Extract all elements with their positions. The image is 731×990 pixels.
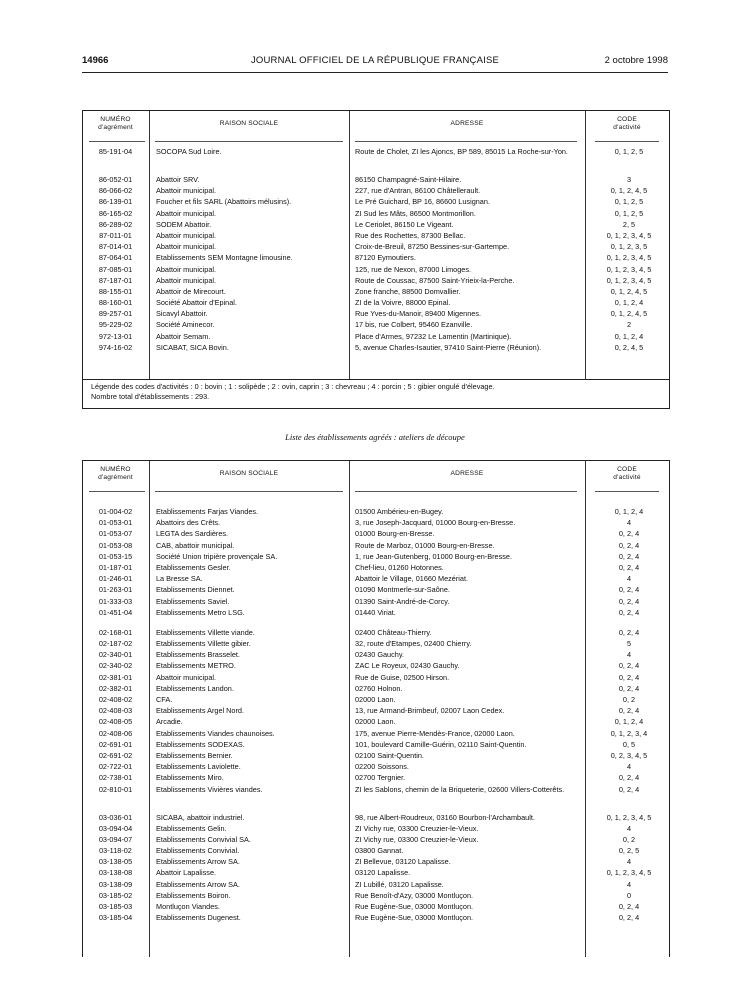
- slaughterhouse-table: [82, 110, 670, 409]
- table-row: [83, 517, 669, 528]
- activity-codes: 0, 2, 4: [618, 529, 640, 539]
- table-row: [83, 573, 669, 584]
- header-rule: [355, 491, 577, 492]
- company-name: Foucher et fils SARL (Abattoirs mélusins).: [156, 197, 292, 207]
- header-rule: [595, 141, 659, 142]
- agrement-number: 972-13-01: [98, 331, 133, 341]
- table-row: [83, 694, 669, 705]
- header-rule: [89, 141, 145, 142]
- company-name: Etablissements Metro LSG.: [156, 607, 245, 617]
- agrement-number: 01-053-01: [98, 518, 133, 528]
- activity-codes: 0, 1, 2, 3, 5: [610, 242, 648, 252]
- activity-codes: 0, 2, 4: [618, 672, 640, 682]
- agrement-number: 85-191-04: [98, 147, 133, 156]
- header-rule: [355, 141, 577, 142]
- table-row: [83, 252, 669, 263]
- table-row: [83, 856, 669, 867]
- address: 01090 Montmerle-sur-Saône.: [355, 585, 450, 595]
- company-name: Etablissements Diennet.: [156, 585, 235, 595]
- agrement-number: 03-185-02: [98, 890, 133, 900]
- agrement-number: 02-408-05: [98, 717, 133, 727]
- table-row: [83, 174, 669, 185]
- table-row: [83, 823, 669, 834]
- company-name: LEGTA des Sardières.: [156, 529, 229, 539]
- address: 01500 Ambérieu-en-Bugey.: [355, 507, 444, 516]
- agrement-number: 95-229-02: [98, 320, 133, 330]
- activity-codes: 0, 1, 2, 3, 4, 5: [606, 253, 652, 263]
- header-code-line2: d'activité: [613, 124, 641, 131]
- header-rule: [82, 72, 668, 73]
- table-row: [83, 834, 669, 845]
- company-name: Abattoir municipal.: [156, 264, 217, 274]
- activity-codes: 0, 1, 2, 3, 4, 5: [606, 868, 652, 878]
- agrement-number: 02-691-02: [98, 750, 133, 760]
- table-row: [83, 264, 669, 275]
- table-header: [83, 461, 669, 491]
- table-row: [83, 607, 669, 618]
- agrement-number: 02-381-01: [98, 672, 133, 682]
- address: ZI Vichy rue, 03300 Creuzier-le-Vieux.: [355, 823, 479, 833]
- table-row: [83, 208, 669, 219]
- header-numero: [83, 116, 148, 132]
- activity-codes: 0, 2, 4: [618, 784, 640, 794]
- header-rule: [595, 491, 659, 492]
- company-name: SODEM Abattoir.: [156, 219, 212, 229]
- agrement-number: 02-408-03: [98, 706, 133, 716]
- company-name: Société Union tripière provençale SA.: [156, 551, 278, 561]
- company-name: Etablissements SEM Montagne limousine.: [156, 253, 293, 263]
- agrement-number: 87-014-01: [98, 242, 133, 252]
- address: 5, avenue Charles-Isautier, 97410 Saint-Pierre (Réunion).: [355, 342, 542, 352]
- table-row: [83, 638, 669, 649]
- address: 02400 Château-Thierry.: [355, 627, 432, 637]
- agrement-number: 01-263-01: [98, 585, 133, 595]
- activity-codes: 0, 2, 4: [618, 627, 640, 637]
- activity-codes: 0, 2: [622, 695, 636, 704]
- company-name: Etablissements Convivial.: [156, 846, 240, 856]
- company-name: Etablissements Dugenest.: [156, 913, 241, 923]
- table-row: [83, 551, 669, 562]
- company-name: Etablissements Farjas Viandes.: [156, 507, 259, 516]
- company-name: Etablissements Brasselet.: [156, 650, 240, 660]
- activity-codes: 5: [626, 639, 632, 649]
- company-name: Société Abattoir d'Epinal.: [156, 298, 237, 308]
- agrement-number: 86-052-01: [98, 175, 133, 184]
- company-name: Abattoir SRV.: [156, 175, 200, 184]
- company-name: Etablissements Arrow SA.: [156, 857, 240, 867]
- address: ZI Bellevue, 03120 Lapalisse.: [355, 857, 451, 867]
- table-row: [83, 297, 669, 308]
- activity-codes: 0, 2, 4: [618, 706, 640, 716]
- table-row: [83, 627, 669, 638]
- page-header: [82, 55, 668, 71]
- activity-codes: 4: [626, 857, 632, 867]
- address: 02100 Saint-Quentin.: [355, 750, 424, 760]
- table-row: [83, 506, 669, 517]
- agrement-number: 01-053-07: [98, 529, 133, 539]
- company-name: Société Aminecor.: [156, 320, 215, 330]
- header-code-line2: d'activité: [613, 474, 641, 481]
- address: Route de Marboz, 01000 Bourg-en-Bresse.: [355, 540, 495, 550]
- activity-codes: 2, 5: [622, 219, 636, 229]
- agrement-number: 02-382-01: [98, 683, 133, 693]
- agrement-number: 89-257-01: [98, 309, 133, 319]
- address: 3, rue Joseph-Jacquard, 01000 Bourg-en-Bresse.: [355, 518, 516, 528]
- activity-codes: 0, 1, 2, 4: [614, 298, 644, 308]
- activity-codes: 4: [626, 762, 632, 772]
- agrement-number: 02-738-01: [98, 773, 133, 783]
- activity-codes: 0, 1, 2, 4: [614, 507, 644, 516]
- company-name: CFA.: [156, 695, 173, 704]
- agrement-number: 01-246-01: [98, 574, 133, 584]
- address: Rue Yves-du-Manoir, 89400 Migennes.: [355, 309, 482, 319]
- address: 02000 Laon.: [355, 695, 396, 704]
- table-row: [83, 901, 669, 912]
- activity-codes: 0, 2, 4: [618, 683, 640, 693]
- legend-codes: Légende des codes d'activités : 0 : bovin ; 1 : solipède ; 2 : ovin, caprin ; 3 : chevreau ; 4 : porcin ; 5 : gibier ongulé d'élevage.: [91, 382, 495, 391]
- table-row: [83, 660, 669, 671]
- activity-codes: 0, 1, 2, 4, 5: [610, 309, 648, 319]
- cutting-plants-table: [82, 460, 670, 957]
- activity-codes: 0, 2, 4: [618, 913, 640, 923]
- company-name: Etablissements Saviel.: [156, 596, 230, 606]
- agrement-number: 86-165-02: [98, 208, 133, 218]
- company-name: Arcadie.: [156, 717, 183, 727]
- company-name: CAB, abattoir municipal.: [156, 540, 235, 550]
- agrement-number: 02-810-01: [98, 784, 133, 794]
- agrement-number: 02-340-01: [98, 650, 133, 660]
- table-row: [83, 761, 669, 772]
- table-row: [83, 649, 669, 660]
- agrement-number: 88-160-01: [98, 298, 133, 308]
- company-name: Abattoir Semam.: [156, 331, 211, 341]
- table-row: [83, 728, 669, 739]
- table-row: [83, 562, 669, 573]
- agrement-number: 87-085-01: [98, 264, 133, 274]
- address: 02000 Laon.: [355, 717, 396, 727]
- table-row: [83, 219, 669, 230]
- table-row: [83, 196, 669, 207]
- address: Croix-de-Breuil, 87250 Bessines-sur-Gartempe.: [355, 242, 510, 252]
- agrement-number: 03-094-07: [98, 834, 133, 844]
- agrement-number: 02-722-01: [98, 762, 133, 772]
- agrement-number: 03-185-04: [98, 913, 133, 923]
- table-header: [83, 111, 669, 141]
- agrement-number: 86-066-02: [98, 186, 133, 196]
- table-row: [83, 812, 669, 823]
- address: Le Pré Guichard, BP 16, 86600 Lusignan.: [355, 197, 490, 207]
- address: 03120 Lapalisse.: [355, 868, 411, 878]
- activity-codes: 2: [626, 320, 632, 330]
- company-name: Etablissements Arrow SA.: [156, 879, 240, 889]
- address: 32, route d'Etampes, 02400 Chierry.: [355, 639, 472, 649]
- agrement-number: 02-340-02: [98, 661, 133, 671]
- activity-codes: 0, 1, 2, 5: [614, 197, 644, 207]
- header-numero-line2: d'agrément: [98, 124, 133, 131]
- address: Le Ceriolet, 86150 Le Vigeant.: [355, 219, 454, 229]
- table-row: [83, 528, 669, 539]
- address: Rue Eugène-Sue, 03000 Montluçon.: [355, 913, 474, 923]
- table-row: [83, 286, 669, 297]
- company-name: Etablissements Villette viande.: [156, 627, 255, 637]
- activity-codes: 0, 1, 2, 3, 4: [610, 728, 648, 738]
- address: 17 bis, rue Colbert, 95460 Ezanville.: [355, 320, 473, 330]
- agrement-number: 01-053-15: [98, 551, 133, 561]
- activity-codes: 0, 1, 2, 3, 4, 5: [606, 275, 652, 285]
- activity-codes: 0, 2, 5: [618, 846, 640, 856]
- company-name: Abattoirs des Crêts.: [156, 518, 221, 528]
- table-row: [83, 750, 669, 761]
- company-name: Etablissements Viandes chaunoises.: [156, 728, 275, 738]
- address: ZAC Le Royeux, 02430 Gauchy.: [355, 661, 460, 671]
- table-row: [83, 867, 669, 878]
- address: Zone franche, 88500 Domvallier.: [355, 286, 461, 296]
- table-row: [83, 683, 669, 694]
- header-adresse: ADRESSE: [450, 120, 484, 127]
- activity-codes: 0, 2, 4: [618, 773, 640, 783]
- header-code: [585, 116, 669, 132]
- address: Chef-lieu, 01260 Hotonnes.: [355, 562, 444, 572]
- address: 01000 Bourg-en-Bresse.: [355, 529, 435, 539]
- table-row: [83, 705, 669, 716]
- table-row: [83, 784, 669, 803]
- company-name: Etablissements Gelin.: [156, 823, 227, 833]
- header-numero: [83, 466, 148, 482]
- address: 227, rue d'Antran, 86100 Châtellerault.: [355, 186, 481, 196]
- company-name: Etablissements SODEXAS.: [156, 739, 245, 749]
- table-row: [83, 672, 669, 683]
- table-row: [83, 879, 669, 890]
- activity-codes: 0, 2, 4: [618, 562, 640, 572]
- table-row: [83, 230, 669, 241]
- activity-codes: 0, 1, 2, 5: [614, 208, 644, 218]
- activity-codes: 0, 1, 2, 3, 4, 5: [606, 812, 652, 822]
- agrement-number: 87-187-01: [98, 275, 133, 285]
- address: Rue Eugène-Sue, 03000 Montluçon.: [355, 902, 474, 911]
- address: Rue des Rochettes, 87300 Bellac.: [355, 230, 466, 240]
- activity-codes: 0, 2, 4: [618, 596, 640, 606]
- table-row: [83, 772, 669, 783]
- address: 02760 Holnon.: [355, 683, 403, 693]
- company-name: SICABAT, SICA Bovin.: [156, 342, 229, 352]
- agrement-number: 87-011-01: [99, 230, 132, 240]
- address: 02200 Soissons.: [355, 762, 409, 772]
- address: 01390 Saint-André-de-Corcy.: [355, 596, 450, 606]
- activity-codes: 0, 1, 2, 4, 5: [610, 286, 648, 296]
- agrement-number: 974-16-02: [98, 342, 133, 352]
- company-name: SOCOPA Sud Loire.: [156, 147, 222, 156]
- journal-title: JOURNAL OFFICIEL DE LA RÉPUBLIQUE FRANÇAISE: [250, 55, 500, 66]
- company-name: Etablissements Gesler.: [156, 562, 231, 572]
- address: 87120 Eymoutiers.: [355, 253, 416, 263]
- company-name: Abattoir municipal.: [156, 275, 217, 285]
- agrement-number: 03-138-05: [98, 857, 133, 867]
- company-name: Abattoir municipal.: [156, 208, 217, 218]
- address: ZI Lubillé, 03120 Lapalisse.: [355, 879, 444, 889]
- company-name: Etablissements Miro.: [156, 773, 224, 783]
- company-name: Etablissements Argel Nord.: [156, 706, 245, 716]
- agrement-number: 88-155-01: [98, 286, 133, 296]
- company-name: Sicavyl Abattoir.: [156, 309, 208, 319]
- activity-codes: 4: [626, 879, 632, 889]
- agrement-number: 03-138-08: [98, 868, 133, 878]
- header-numero-line1: NUMÉRO: [100, 466, 131, 473]
- header-adresse: ADRESSE: [450, 470, 484, 477]
- address: 02700 Tergnier.: [355, 773, 406, 783]
- company-name: Abattoir de Mirecourt.: [156, 286, 226, 296]
- activity-codes: 0, 2, 4, 5: [614, 342, 644, 352]
- table-body: [83, 146, 669, 353]
- agrement-number: 02-408-02: [98, 695, 133, 704]
- header-numero-line2: d'agrément: [98, 474, 133, 481]
- address: 86150 Champagné-Saint-Hilaire.: [355, 175, 462, 184]
- table-row: [83, 596, 669, 607]
- address: 1, rue Jean-Gutenberg, 01000 Bourg-en-Bresse.: [355, 551, 512, 561]
- header-numero-line1: NUMÉRO: [100, 116, 131, 123]
- address: 101, boulevard Camille-Guérin, 02110 Saint-Quentin.: [355, 739, 527, 749]
- agrement-number: 02-691-01: [98, 739, 133, 749]
- agrement-number: 02-187-02: [98, 639, 133, 649]
- agrement-number: 02-168-01: [98, 627, 133, 637]
- activity-codes: 0: [626, 890, 632, 900]
- table-row: [83, 308, 669, 319]
- activity-codes: 0, 1, 2, 4: [614, 717, 644, 727]
- table-row: [83, 319, 669, 330]
- address: 01440 Viriat.: [355, 607, 396, 617]
- agrement-number: 86-289-02: [98, 219, 133, 229]
- company-name: Etablissements METRO.: [156, 661, 236, 671]
- address: 03800 Gannat.: [355, 846, 404, 856]
- table-row: [83, 540, 669, 551]
- agrement-number: 03-094-04: [98, 823, 133, 833]
- header-code: [585, 466, 669, 482]
- activity-codes: 0, 2, 4: [618, 902, 640, 911]
- address: 13, rue Armand-Brimbeuf, 02007 Laon Cedex.: [355, 706, 505, 716]
- address: 125, rue de Nexon, 87000 Limoges.: [355, 264, 472, 274]
- activity-codes: 0, 2, 4: [618, 540, 640, 550]
- agrement-number: 01-004-02: [98, 507, 133, 516]
- activity-codes: 4: [626, 823, 632, 833]
- company-name: Abattoir municipal.: [156, 186, 217, 196]
- header-rule: [89, 491, 145, 492]
- company-name: Etablissements Vivières viandes.: [156, 784, 263, 794]
- agrement-number: 01-187-01: [98, 562, 133, 572]
- header-rule: [155, 491, 343, 492]
- table-row: [83, 331, 669, 342]
- table-row: [83, 584, 669, 595]
- activity-codes: 0, 1, 2, 3, 4, 5: [606, 230, 652, 240]
- company-name: Etablissements Bernier.: [156, 750, 233, 760]
- agrement-number: 01-333-03: [98, 596, 133, 606]
- agrement-number: 03-036-01: [98, 812, 133, 822]
- activity-codes: 0, 2, 4: [618, 661, 640, 671]
- header-raison: RAISON SOCIALE: [219, 470, 279, 477]
- activity-codes: 4: [626, 518, 632, 528]
- activity-codes: 0, 1, 2, 4: [614, 331, 644, 341]
- agrement-number: 03-185-03: [98, 902, 133, 911]
- company-name: Etablissements Laviolette.: [156, 762, 241, 772]
- address: 98, rue Albert-Roudreux, 03160 Bourbon-l'Archambault.: [355, 812, 535, 822]
- company-name: Abattoir municipal.: [156, 242, 217, 252]
- table-row: [83, 845, 669, 856]
- address: Rue de Guise, 02500 Hirson.: [355, 672, 450, 682]
- table-row: [83, 146, 669, 165]
- header-code-line1: CODE: [617, 116, 637, 123]
- agrement-number: 86-139-01: [98, 197, 133, 207]
- table-legend: [83, 379, 669, 403]
- company-name: Etablissements Villette gibier.: [156, 639, 251, 649]
- legend-total: Nombre total d'établissements : 293.: [91, 391, 210, 401]
- activity-codes: 3: [626, 175, 632, 184]
- agrement-number: 87-064-01: [98, 253, 133, 263]
- address: Rue Benoît-d'Azy, 03000 Montluçon.: [355, 890, 474, 900]
- table-row: [83, 185, 669, 196]
- company-name: Etablissements Convivial SA.: [156, 834, 251, 844]
- company-name: Etablissements Boiron.: [156, 890, 231, 900]
- table-row: [83, 912, 669, 923]
- agrement-number: 03-118-02: [99, 846, 132, 856]
- page-number: 14966: [82, 55, 109, 66]
- header-rule: [155, 141, 343, 142]
- table-row: [83, 275, 669, 286]
- company-name: Etablissements Landon.: [156, 683, 234, 693]
- address: ZI les Sablons, chemin de la Briqueterie, 02600 Villers-Cotterêts.: [355, 785, 565, 794]
- company-name: Abattoir Lapalisse.: [156, 868, 217, 878]
- company-name: Abattoir municipal.: [156, 230, 217, 240]
- table-row: [83, 739, 669, 750]
- activity-codes: 0, 2, 4: [618, 607, 640, 617]
- address: ZI de la Voivre, 88000 Epinal.: [355, 298, 451, 308]
- activity-codes: 0, 2: [622, 834, 636, 844]
- agrement-number: 02-408-06: [98, 728, 133, 738]
- activity-codes: 4: [626, 650, 632, 660]
- agrement-number: 03-138-09: [98, 879, 133, 889]
- activity-codes: 0, 5: [622, 739, 636, 749]
- agrement-number: 01-451-04: [98, 607, 133, 617]
- table-row: [83, 342, 669, 353]
- address: Place d'Armes, 97232 Le Lamentin (Martinique).: [355, 331, 512, 341]
- address: 02430 Gauchy.: [355, 650, 404, 660]
- table-row: [83, 241, 669, 252]
- agrement-number: 01-053-08: [98, 540, 133, 550]
- company-name: La Bresse SA.: [156, 574, 203, 584]
- header-code-line1: CODE: [617, 466, 637, 473]
- table-caption: Liste des établissements agréés : ateliers de découpe: [285, 432, 465, 442]
- activity-codes: 0, 2, 3, 4, 5: [610, 750, 648, 760]
- address: 175, avenue Pierre-Mendès-France, 02000 Laon.: [355, 728, 515, 738]
- address: ZI Sud les Mâts, 86500 Montmorillon.: [355, 208, 476, 218]
- activity-codes: 0, 1, 2, 4, 5: [610, 186, 648, 196]
- address: Route de Coussac, 87500 Saint-Yrieix-la-Perche.: [355, 275, 515, 285]
- company-name: Montluçon Viandes.: [156, 902, 220, 911]
- address: Abattoir le Village, 01660 Mezériat.: [355, 574, 469, 584]
- table-row: [83, 716, 669, 727]
- address: Route de Cholet, ZI les Ajoncs, BP 589, 85015 La Roche-sur-Yon.: [355, 148, 568, 156]
- activity-codes: 4: [626, 574, 632, 584]
- table-body: [83, 506, 669, 923]
- issue-date: 2 octobre 1998: [604, 55, 668, 66]
- header-raison: RAISON SOCIALE: [219, 120, 279, 127]
- address: ZI Vichy rue, 03300 Creuzier-le-Vieux.: [355, 834, 479, 844]
- activity-codes: 0, 2, 4: [618, 551, 640, 561]
- activity-codes: 0, 1, 2, 3, 4, 5: [606, 264, 652, 274]
- company-name: Abattoir municipal.: [156, 672, 217, 682]
- activity-codes: 0, 1, 2, 5: [614, 147, 644, 156]
- company-name: SICABA, abattoir industriel.: [156, 812, 245, 822]
- table-row: [83, 890, 669, 901]
- activity-codes: 0, 2, 4: [618, 585, 640, 595]
